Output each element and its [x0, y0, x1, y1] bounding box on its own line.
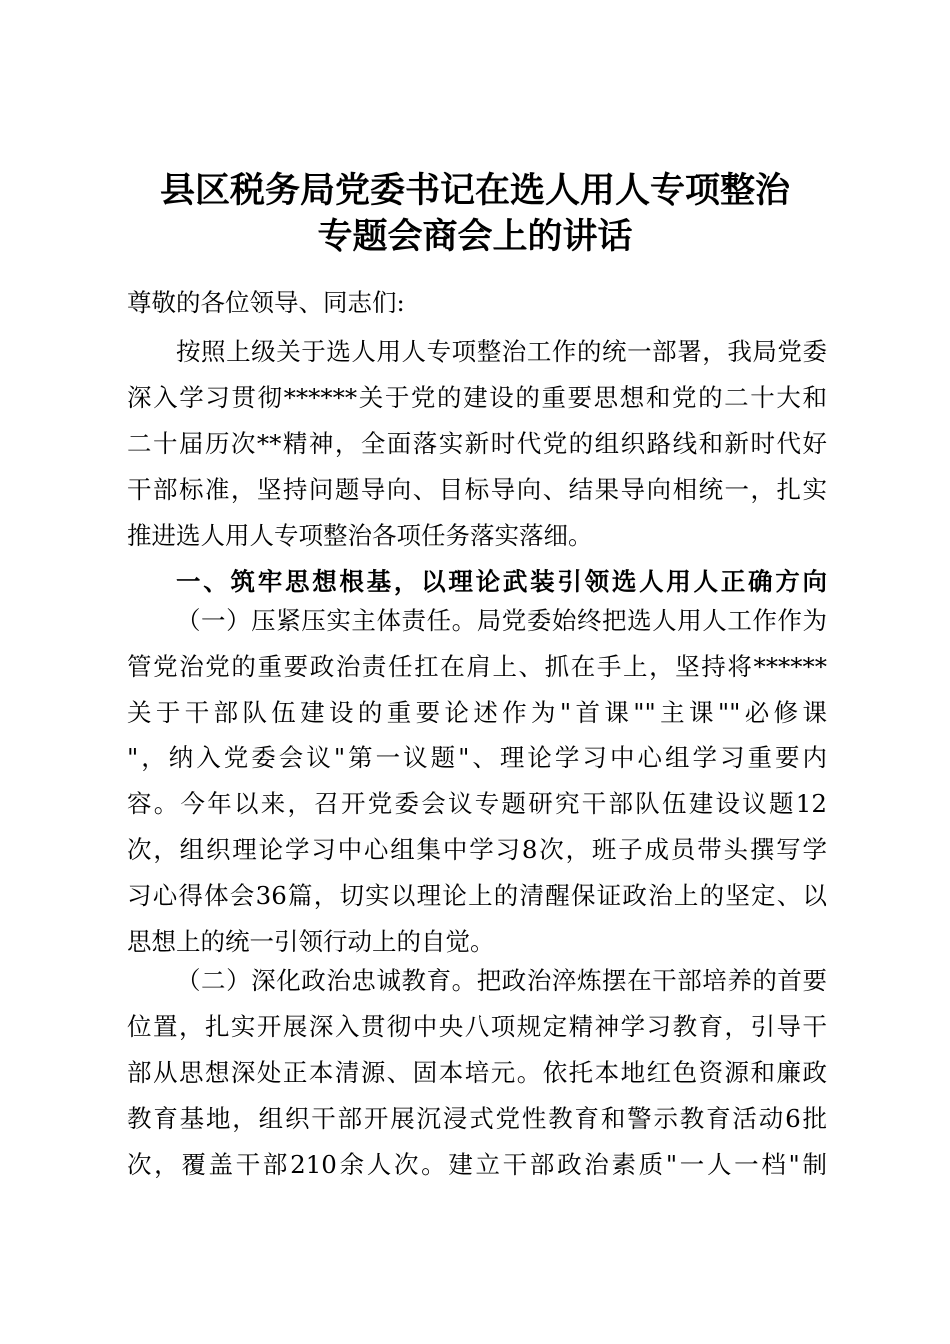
paragraph-line: 深入学习贯彻******关于党的建设的重要思想和党的二十大和 [127, 383, 827, 412]
paragraph-line: 次，组织理论学习中心组集中学习8次，班子成员带头撰写学 [127, 835, 827, 864]
document-title-line-2: 专题会商会上的讲话 [317, 216, 633, 257]
paragraph-line: 部从思想深处正本清源、固本培元。依托本地红色资源和廉政 [127, 1058, 827, 1087]
paragraph-line: 关于干部队伍建设的重要论述作为"首课""主课""必修课 [127, 698, 827, 727]
paragraph-line: "，纳入党委会议"第一议题"、理论学习中心组学习重要内 [127, 743, 827, 772]
paragraph-line: 次，覆盖干部210余人次。建立干部政治素质"一人一档"制 [127, 1150, 827, 1179]
paragraph-line: 二十届历次**精神，全面落实新时代党的组织路线和新时代好 [127, 429, 827, 458]
paragraph-line: 容。今年以来，召开党委会议专题研究干部队伍建设议题12 [127, 789, 827, 818]
paragraph-line: 按照上级关于选人用人专项整治工作的统一部署，我局党委 [176, 337, 827, 366]
paragraph-line: （一）压紧压实主体责任。局党委始终把选人用人工作作为 [176, 606, 827, 635]
paragraph-line: 位置，扎实开展深入贯彻中央八项规定精神学习教育，引导干 [127, 1012, 827, 1041]
paragraph-line: （二）深化政治忠诚教育。把政治淬炼摆在干部培养的首要 [176, 966, 827, 995]
section-heading: 一、筑牢思想根基，以理论武装引领选人用人正确方向 [176, 567, 827, 596]
paragraph-line: 思想上的统一引领行动上的自觉。 [127, 927, 495, 956]
salutation: 尊敬的各位领导、同志们: [127, 288, 405, 317]
paragraph-line: 教育基地，组织干部开展沉浸式党性教育和警示教育活动6批 [127, 1104, 827, 1133]
paragraph-line: 习心得体会36篇，切实以理论上的清醒保证政治上的坚定、以 [127, 881, 827, 910]
paragraph-line: 推进选人用人专项整治各项任务落实落细。 [127, 521, 593, 550]
paragraph-line: 干部标准，坚持问题导向、目标导向、结果导向相统一，扎实 [127, 475, 827, 504]
document-title-line-1: 县区税务局党委书记在选人用人专项整治 [159, 170, 790, 211]
paragraph-line: 管党治党的重要政治责任扛在肩上、抓在手上，坚持将****** [127, 652, 827, 681]
